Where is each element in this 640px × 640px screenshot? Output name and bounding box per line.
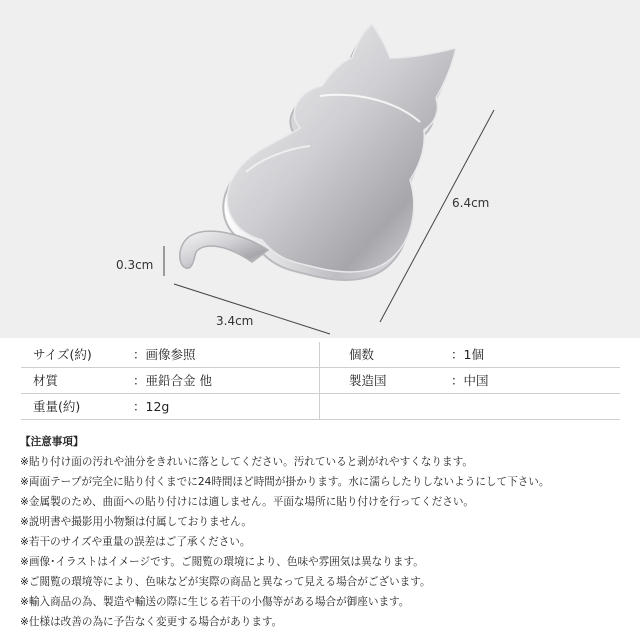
spec-label: サイズ(約) bbox=[33, 347, 92, 362]
spec-label: 重量(約) bbox=[33, 399, 81, 414]
note-item: ※説明書や撮影用小物類は付属しておりません。 bbox=[20, 516, 252, 528]
note-item: ※若干のサイズや重量の誤差はご了承ください。 bbox=[20, 536, 251, 548]
cat-emblem bbox=[180, 24, 456, 280]
spec-value: ：12g bbox=[133, 399, 170, 414]
spec-label: 製造国 bbox=[349, 373, 387, 388]
note-item: ※仕様は改善の為に予告なく変更する場合があります。 bbox=[20, 616, 283, 628]
thickness-label: 0.3cm bbox=[116, 258, 154, 272]
note-item: ※画像･イラストはイメージです。ご閲覧の環境により、色味や雰囲気は異なります。 bbox=[20, 556, 424, 568]
note-item: ※金属製のため、曲面への貼り付けには適しません。平面な場所に貼り付けを行ってください。 bbox=[20, 496, 475, 508]
spec-value: ：亜鉛合金 他 bbox=[133, 373, 212, 388]
width-label: 3.4cm bbox=[216, 314, 254, 328]
spec-row bbox=[21, 368, 620, 394]
note-item: ※輸入商品の為、製造や輸送の際に生じる若干の小傷等がある場合が御座います。 bbox=[20, 596, 410, 608]
notes-title: 【注意事項】 bbox=[20, 436, 84, 448]
spec-value: ：1個 bbox=[451, 347, 484, 362]
note-item: ※貼り付け面の汚れや油分をきれいに落としてください。汚れていると剥がれやすくなります。 bbox=[20, 456, 473, 468]
note-item: ※ご閲覧の環境等により、色味などが実際の商品と異なって見える場合がございます。 bbox=[20, 576, 431, 588]
spec-label: 個数 bbox=[349, 347, 375, 362]
height-label: 6.4cm bbox=[452, 196, 490, 210]
spec-label: 材質 bbox=[33, 373, 59, 388]
spec-row bbox=[21, 394, 620, 420]
spec-row bbox=[21, 342, 620, 368]
note-item: ※両面テープが完全に貼り付くまでに24時間ほど時間が掛かります。水に濡らしたりしないようにして下さい。 bbox=[20, 476, 550, 488]
spec-value: ：画像参照 bbox=[133, 347, 196, 362]
notes-section bbox=[20, 432, 620, 632]
spec-value: ：中国 bbox=[451, 373, 489, 388]
